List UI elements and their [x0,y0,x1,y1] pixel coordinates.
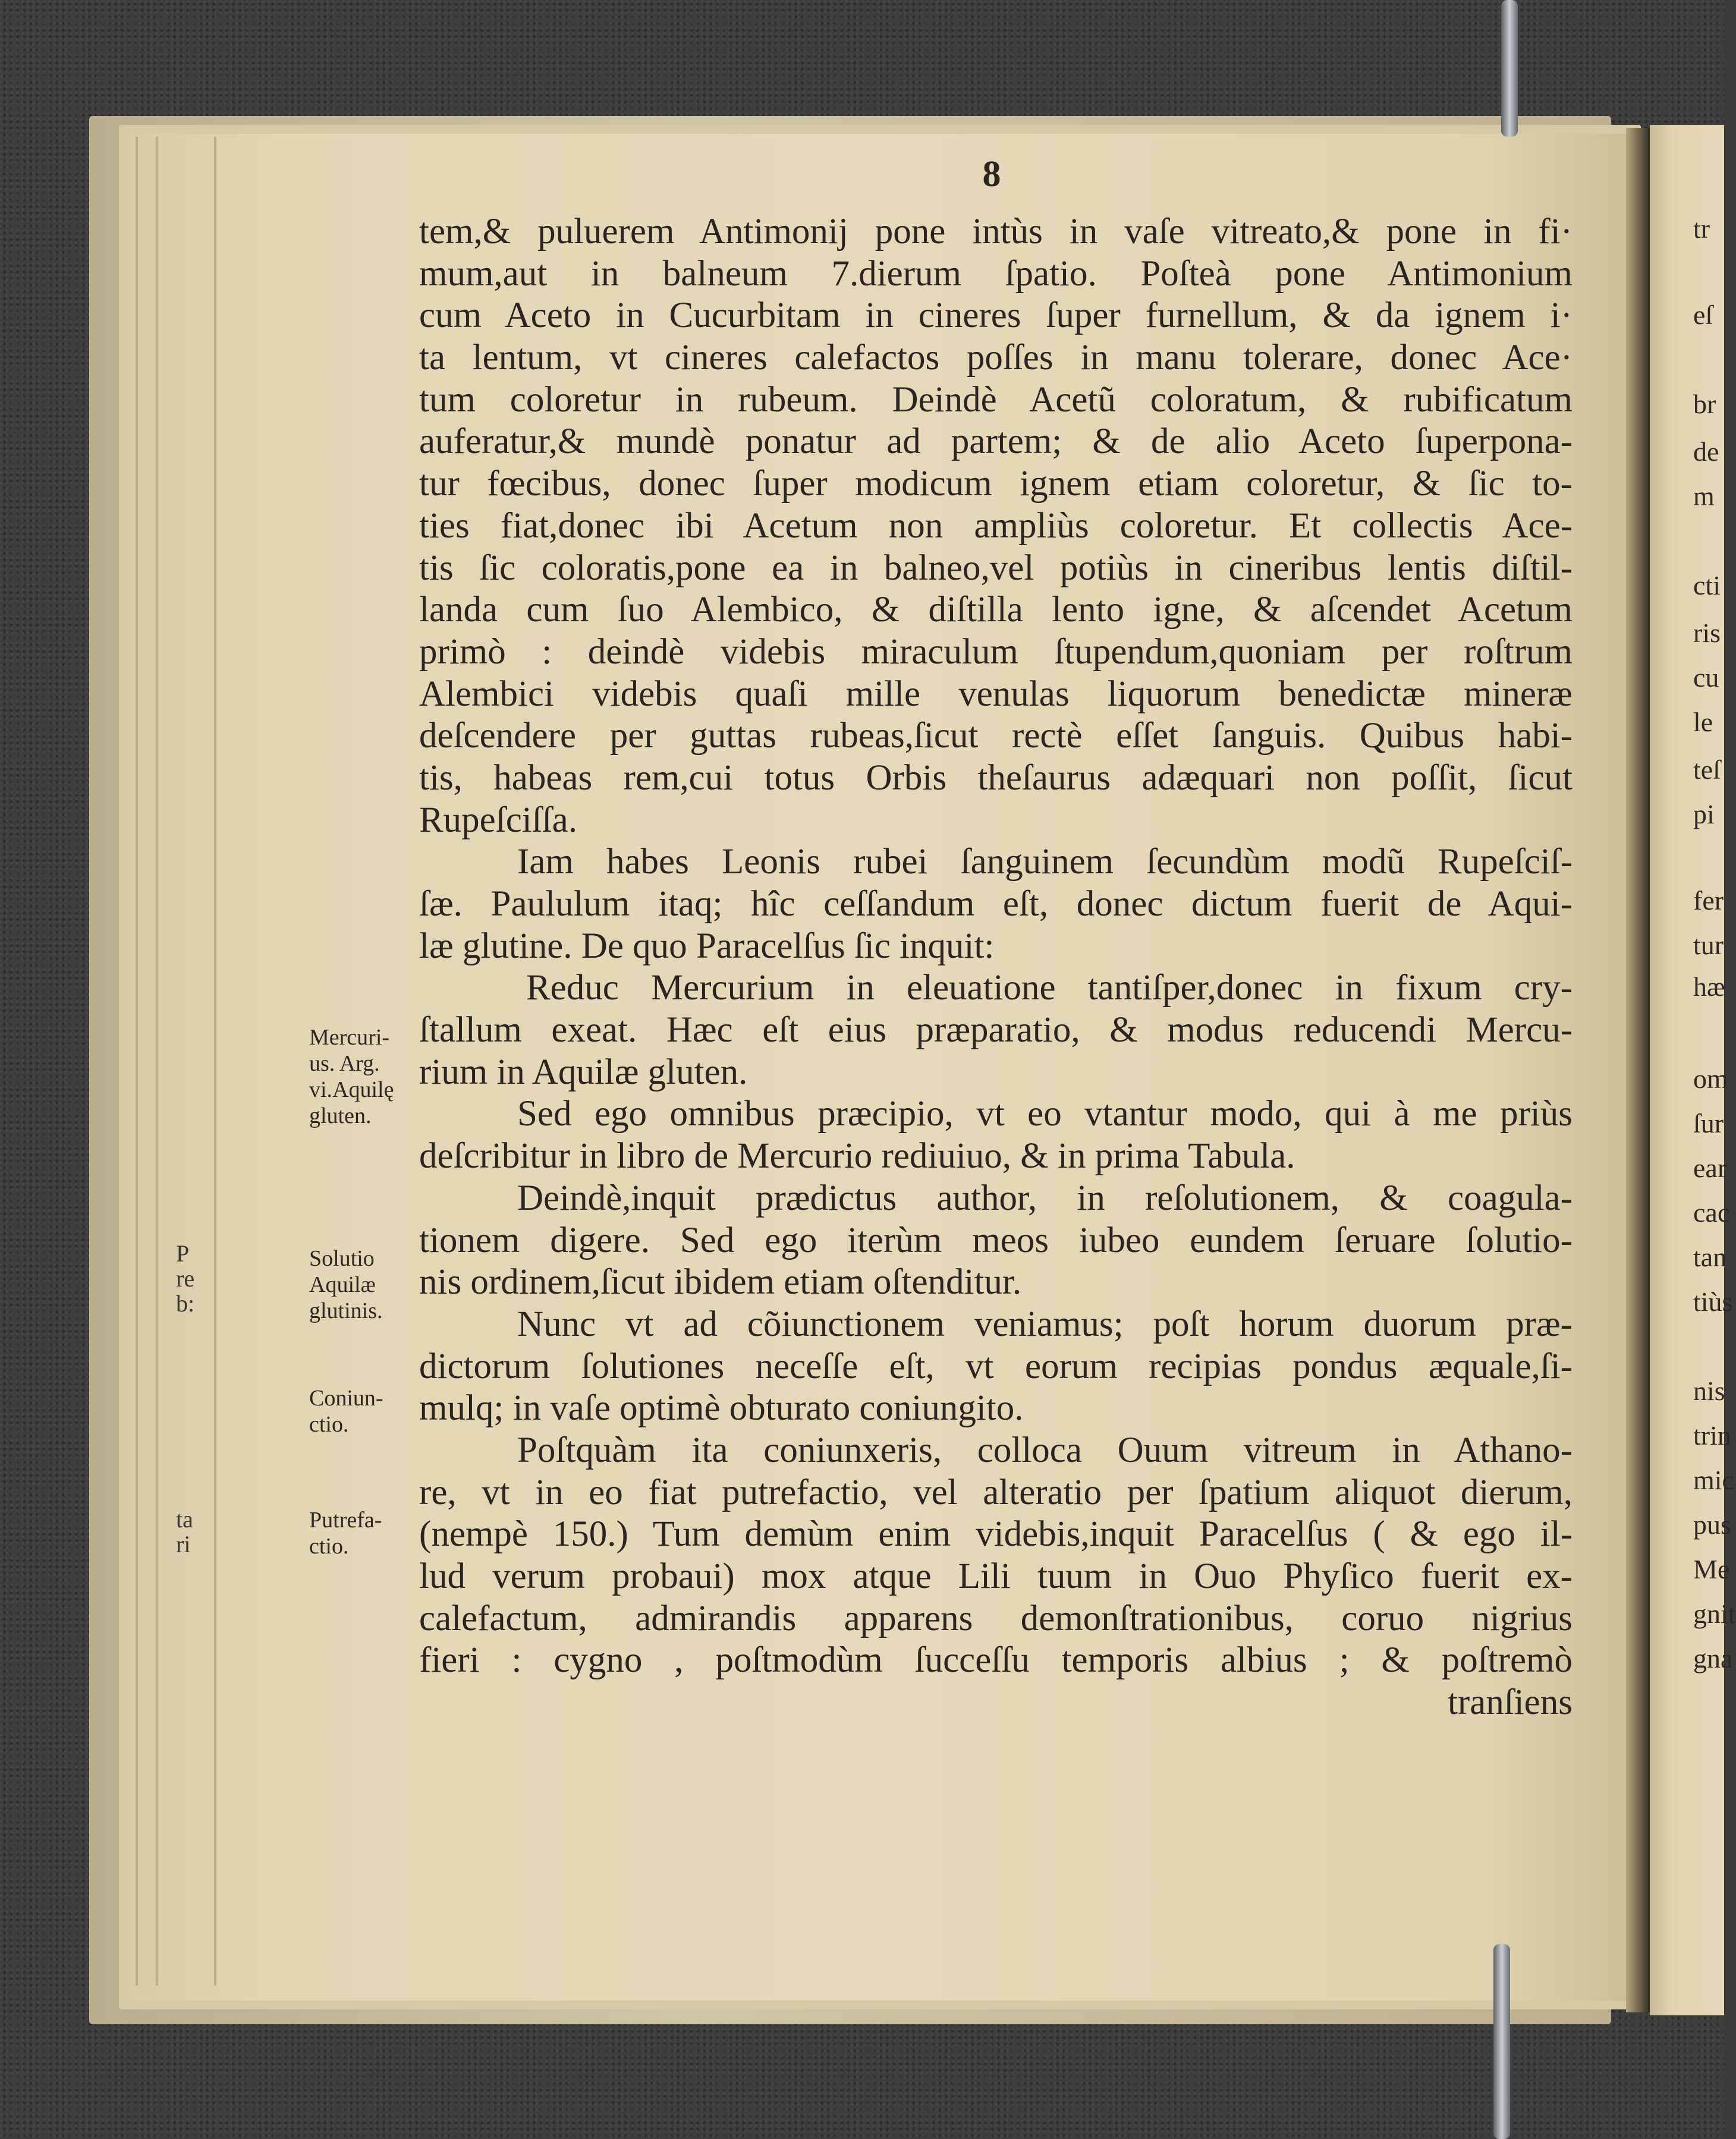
text-line: (nempè 150.) Tum demùm enim videbis,inquit Paracelſus ( & ego il- [419,1514,1573,1555]
text-line: Reduc Mercurium in eleuatione tantiſper,donec in fixum cry- [526,968,1573,1008]
page-clip-bottom [1493,1944,1510,2139]
margin-note-line: ctio. [309,1412,349,1437]
margin-note-line: Solutio [309,1246,375,1271]
margin-note-line: vi.Aquilę [309,1077,394,1102]
fragment-text: cac [1693,1197,1730,1228]
text-line: Sed ego omnibus præcipio, vt eo vtantur modo, qui à me priùs [517,1094,1573,1134]
margin-note-line: Mercuri- [309,1025,390,1050]
margin-note [309,1024,428,1129]
text-line: Rupeſciſſa. [419,800,577,840]
text-line: calefactum, admirandis apparens demonſtrationibus, coruo nigrius [419,1598,1573,1638]
text-line: cum Aceto in Cucurbitam in cineres ſuper furnellum, & da ignem i· [419,295,1573,336]
fragment-text: re [176,1265,195,1292]
fragment-text: ris [1693,618,1721,648]
text-line: deſcendere per guttas rubeas,ſicut rectè eſſet ſanguis. Quibus habi- [419,716,1573,756]
underlying-page-fragment [176,1507,193,1557]
margin-note-line: Putrefa- [309,1508,382,1533]
fragment-text: tan [1693,1242,1727,1272]
fragment-text: P [176,1240,190,1267]
fragment-text: ear [1693,1153,1727,1183]
text-line: tem,& puluerem Antimonij pone intùs in vaſe vitreato,& pone in fi· [419,212,1573,251]
text-line: læ glutine. De quo Paracelſus ſic inquit: [419,926,995,966]
fragment-text: m [1693,481,1715,511]
margin-note-line: ctio. [309,1534,349,1559]
text-line: lud verum probaui) mox atque Lili tuum in Ouo Phyſico fuerit ex- [419,1556,1573,1596]
fragment-text: ſur [1693,1108,1724,1138]
page-number: 8 [982,154,1001,194]
page-edge-line [136,137,138,1986]
text-line: rium in Aquilæ gluten. [419,1052,748,1092]
fragment-text: pus [1693,1509,1731,1540]
text-line: re, vt in eo fiat putrefactio, vel alteratio per ſpatium aliquot dierum, [419,1472,1573,1512]
fragment-text: mic [1693,1465,1734,1495]
text-line: ties fiat,donec ibi Acetum non ampliùs coloretur. Et collectis Ace- [419,505,1573,546]
fragment-text: nis [1693,1376,1725,1406]
page-edge-line [156,137,158,1986]
fragment-text: le [1693,707,1713,737]
text-line: ſæ. Paululum itaq; hîc ceſſandum eſt, donec dictum fuerit de Aqui- [419,884,1573,924]
text-line: mum,aut in balneum 7.dierum ſpatio. Poſteà pone Antimonium [419,253,1573,294]
text-line: tur fœcibus, donec ſuper modicum ignem etiam coloretur, & ſic to- [419,464,1573,504]
text-line: tis ſic coloratis,pone ea in balneo,vel potiùs in cineribus lentis diſtil- [419,548,1573,588]
margin-note [309,1385,428,1437]
fragment-text: om [1693,1064,1728,1094]
text-line: fieri : cygno , poſtmodùm ſucceſſu temporis albius ; & poſtremò [419,1640,1573,1681]
fragment-text: br [1693,389,1716,419]
fragment-text: Me [1693,1554,1730,1584]
text-line: tis, habeas rem,cui totus Orbis theſaurus adæquari non poſſit, ſicut [419,757,1573,798]
fragment-text: fer [1693,885,1724,916]
page-clip-top [1501,0,1518,137]
fragment-text: hæ [1693,971,1725,1002]
fragment-text: eſ [1693,300,1713,330]
margin-note-line: us. Arg. [309,1051,380,1076]
fragment-text: tur [1693,930,1724,960]
text-line: primò : deindè videbis miraculum ſtupendum,quoniam per roſtrum [419,631,1573,672]
fragment-text: b: [176,1290,195,1317]
text-line: Poſtquàm ita coniunxeris, colloca Ouum vitreum in Athano- [517,1430,1573,1470]
body-text [419,211,1573,1724]
text-line: deſcribitur in libro de Mercurio rediuiuo, & in prima Tabula. [419,1136,1295,1177]
fragment-text: cti [1693,570,1721,600]
margin-note-line: gluten. [309,1103,372,1128]
fragment-text: ta [176,1506,193,1533]
text-line: nis ordinem,ſicut ibidem etiam oſtenditur. [419,1262,1022,1303]
margin-note-line: glutinis. [309,1298,383,1323]
text-line: mulq; in vaſe optimè obturato coniungito. [419,1388,1024,1429]
margin-note-line: Aquilæ [309,1272,376,1297]
fragment-text: gnit [1693,1599,1736,1629]
margin-note [309,1507,428,1559]
text-line: Alembici videbis quaſi mille venulas liquorum benedictæ mineræ [419,674,1573,714]
catchword: tranſiens [1447,1682,1573,1723]
fragment-text: trin [1693,1420,1731,1451]
margin-note-line: Coniun- [309,1386,383,1411]
fragment-text: pi [1693,799,1715,829]
fragment-text: gna [1693,1643,1733,1674]
fragment-text: tr [1693,213,1710,244]
fragment-text: tiùs [1693,1286,1733,1317]
fragment-text: ri [176,1531,191,1558]
text-line: dictorum ſolutiones neceſſe eſt, vt eorum recipias pondus æquale,ſi- [419,1346,1573,1386]
underlying-page-fragment [176,1241,194,1316]
text-line: tum coloretur in rubeum. Deindè Acetũ coloratum, & rubificatum [419,379,1573,420]
text-line: tionem digere. Sed ego iterùm meos iubeo eundem ſeruare ſolutio- [419,1220,1573,1260]
margin-note [309,1245,428,1324]
book-gutter [1626,128,1650,2012]
text-line: auferatur,& mundè ponatur ad partem; & de alio Aceto ſuperpona- [419,421,1573,462]
fragment-text: teſ [1693,754,1721,785]
page-edge-line [214,137,216,1986]
fragment-text: cu [1693,662,1719,693]
text-line: Deindè,inquit prædictus author, in reſolutionem, & coagula- [517,1178,1573,1218]
text-line: Nunc vt ad cõiunctionem veniamus; poſt horum duorum præ- [517,1304,1573,1344]
text-line: ta lentum, vt cineres calefactos poſſes in manu tolerare, donec Ace· [419,338,1573,378]
text-line: Iam habes Leonis rubei ſanguinem ſecundùm modũ Rupeſciſ- [517,842,1573,882]
text-line: ſtallum exeat. Hæc eſt eius præparatio, & modus reducendi Mercu- [419,1010,1573,1050]
fragment-text: de [1693,436,1719,467]
text-line: landa cum ſuo Alembico, & diſtilla lento igne, & aſcendet Acetum [419,590,1573,630]
